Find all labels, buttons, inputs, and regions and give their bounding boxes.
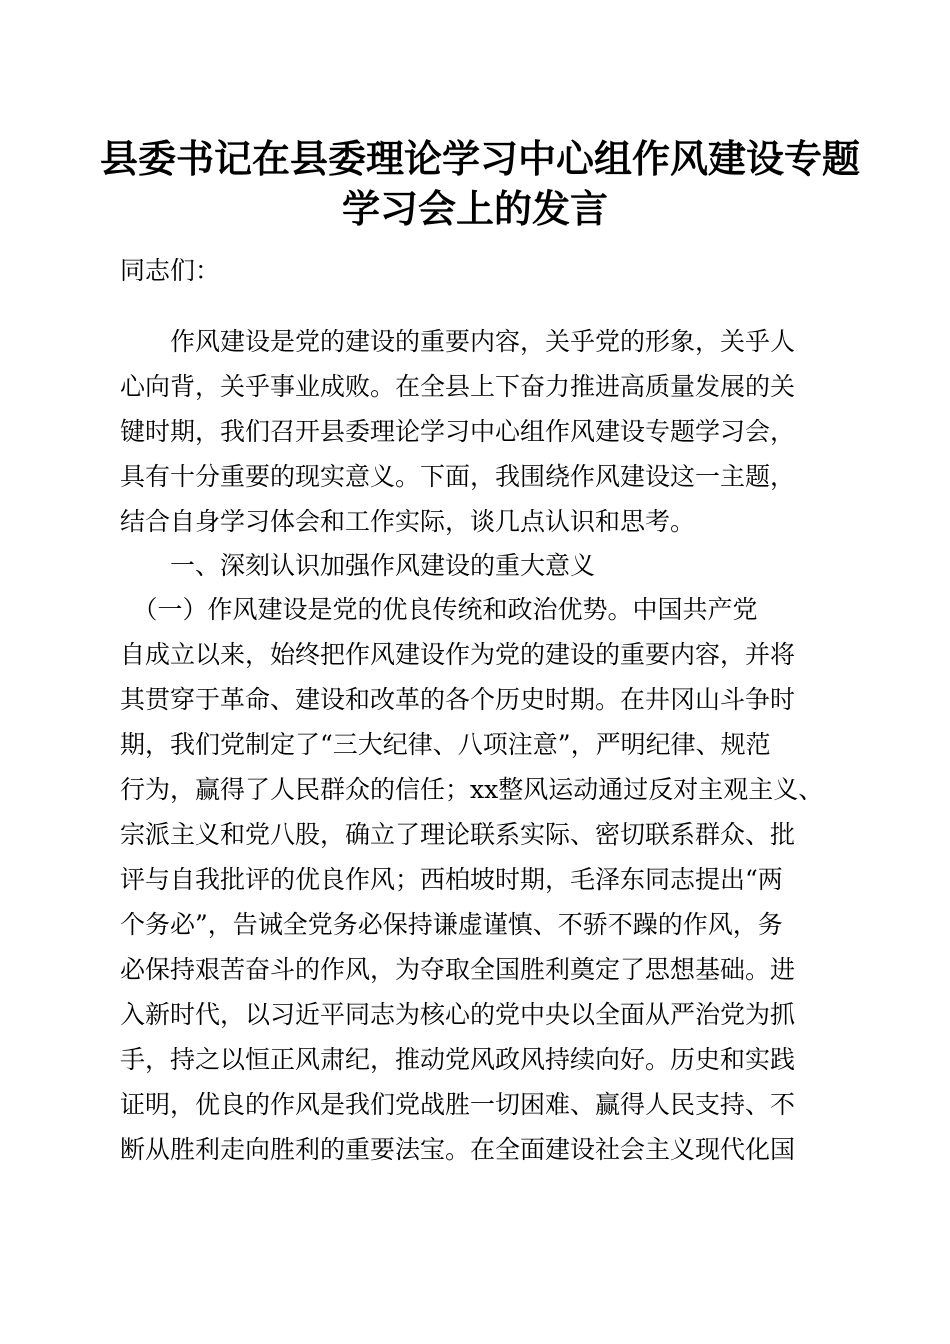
- salutation: 同志们：: [120, 256, 221, 285]
- paragraph-line: 行为，赢得了人民群众的信任；xx整风运动通过反对主观主义、: [120, 775, 824, 804]
- paragraph-line: 手，持之以恒正风肃纪，推动党风政风持续向好。历史和实践: [120, 1045, 796, 1074]
- paragraph-line: 评与自我批评的优良作风；西柏坡时期，毛泽东同志提出“两: [120, 865, 783, 894]
- section-heading: 一、深刻认识加强作风建设的重大意义: [170, 551, 596, 580]
- paragraph-line: 期，我们党制定了“三大纪律、八项注意”，严明纪律、规范: [120, 730, 771, 759]
- paragraph-line: 结合自身学习体会和工作实际，谈几点认识和思考。: [120, 507, 696, 536]
- paragraph-line: 宗派主义和党八股，确立了理论联系实际、密切联系群众、批: [120, 820, 796, 849]
- paragraph-line: 断从胜利走向胜利的重要法宝。在全面建设社会主义现代化国: [120, 1135, 796, 1164]
- paragraph-line: 键时期，我们召开县委理论学习中心组作风建设专题学习会，: [120, 417, 796, 446]
- paragraph-line: 证明，优良的作风是我们党战胜一切困难、赢得人民支持、不: [120, 1090, 796, 1119]
- paragraph-line: 个务必”，告诫全党务必保持谦虚谨慎、不骄不躁的作风，务: [120, 910, 783, 939]
- paragraph-line: 自成立以来，始终把作风建设作为党的建设的重要内容，并将: [120, 640, 796, 669]
- paragraph-line: 必保持艰苦奋斗的作风，为夺取全国胜利奠定了思想基础。进: [120, 955, 796, 984]
- document-title-line-2: 学习会上的发言: [341, 186, 608, 231]
- paragraph-line: 心向背，关乎事业成败。在全县上下奋力推进高质量发展的关: [120, 372, 796, 401]
- paragraph-line: 入新时代，以习近平同志为核心的党中央以全面从严治党为抓: [120, 1000, 796, 1029]
- document-title-line-1: 县委书记在县委理论学习中心组作风建设专题: [100, 136, 861, 181]
- paragraph-line: 作风建设是党的建设的重要内容，关乎党的形象，关乎人: [120, 327, 796, 356]
- paragraph-line: 其贯穿于革命、建设和改革的各个历史时期。在井冈山斗争时: [120, 685, 796, 714]
- paragraph-line: （一）作风建设是党的优良传统和政治优势。中国共产党: [120, 595, 758, 624]
- paragraph-line: 具有十分重要的现实意义。下面，我围绕作风建设这一主题，: [120, 462, 796, 491]
